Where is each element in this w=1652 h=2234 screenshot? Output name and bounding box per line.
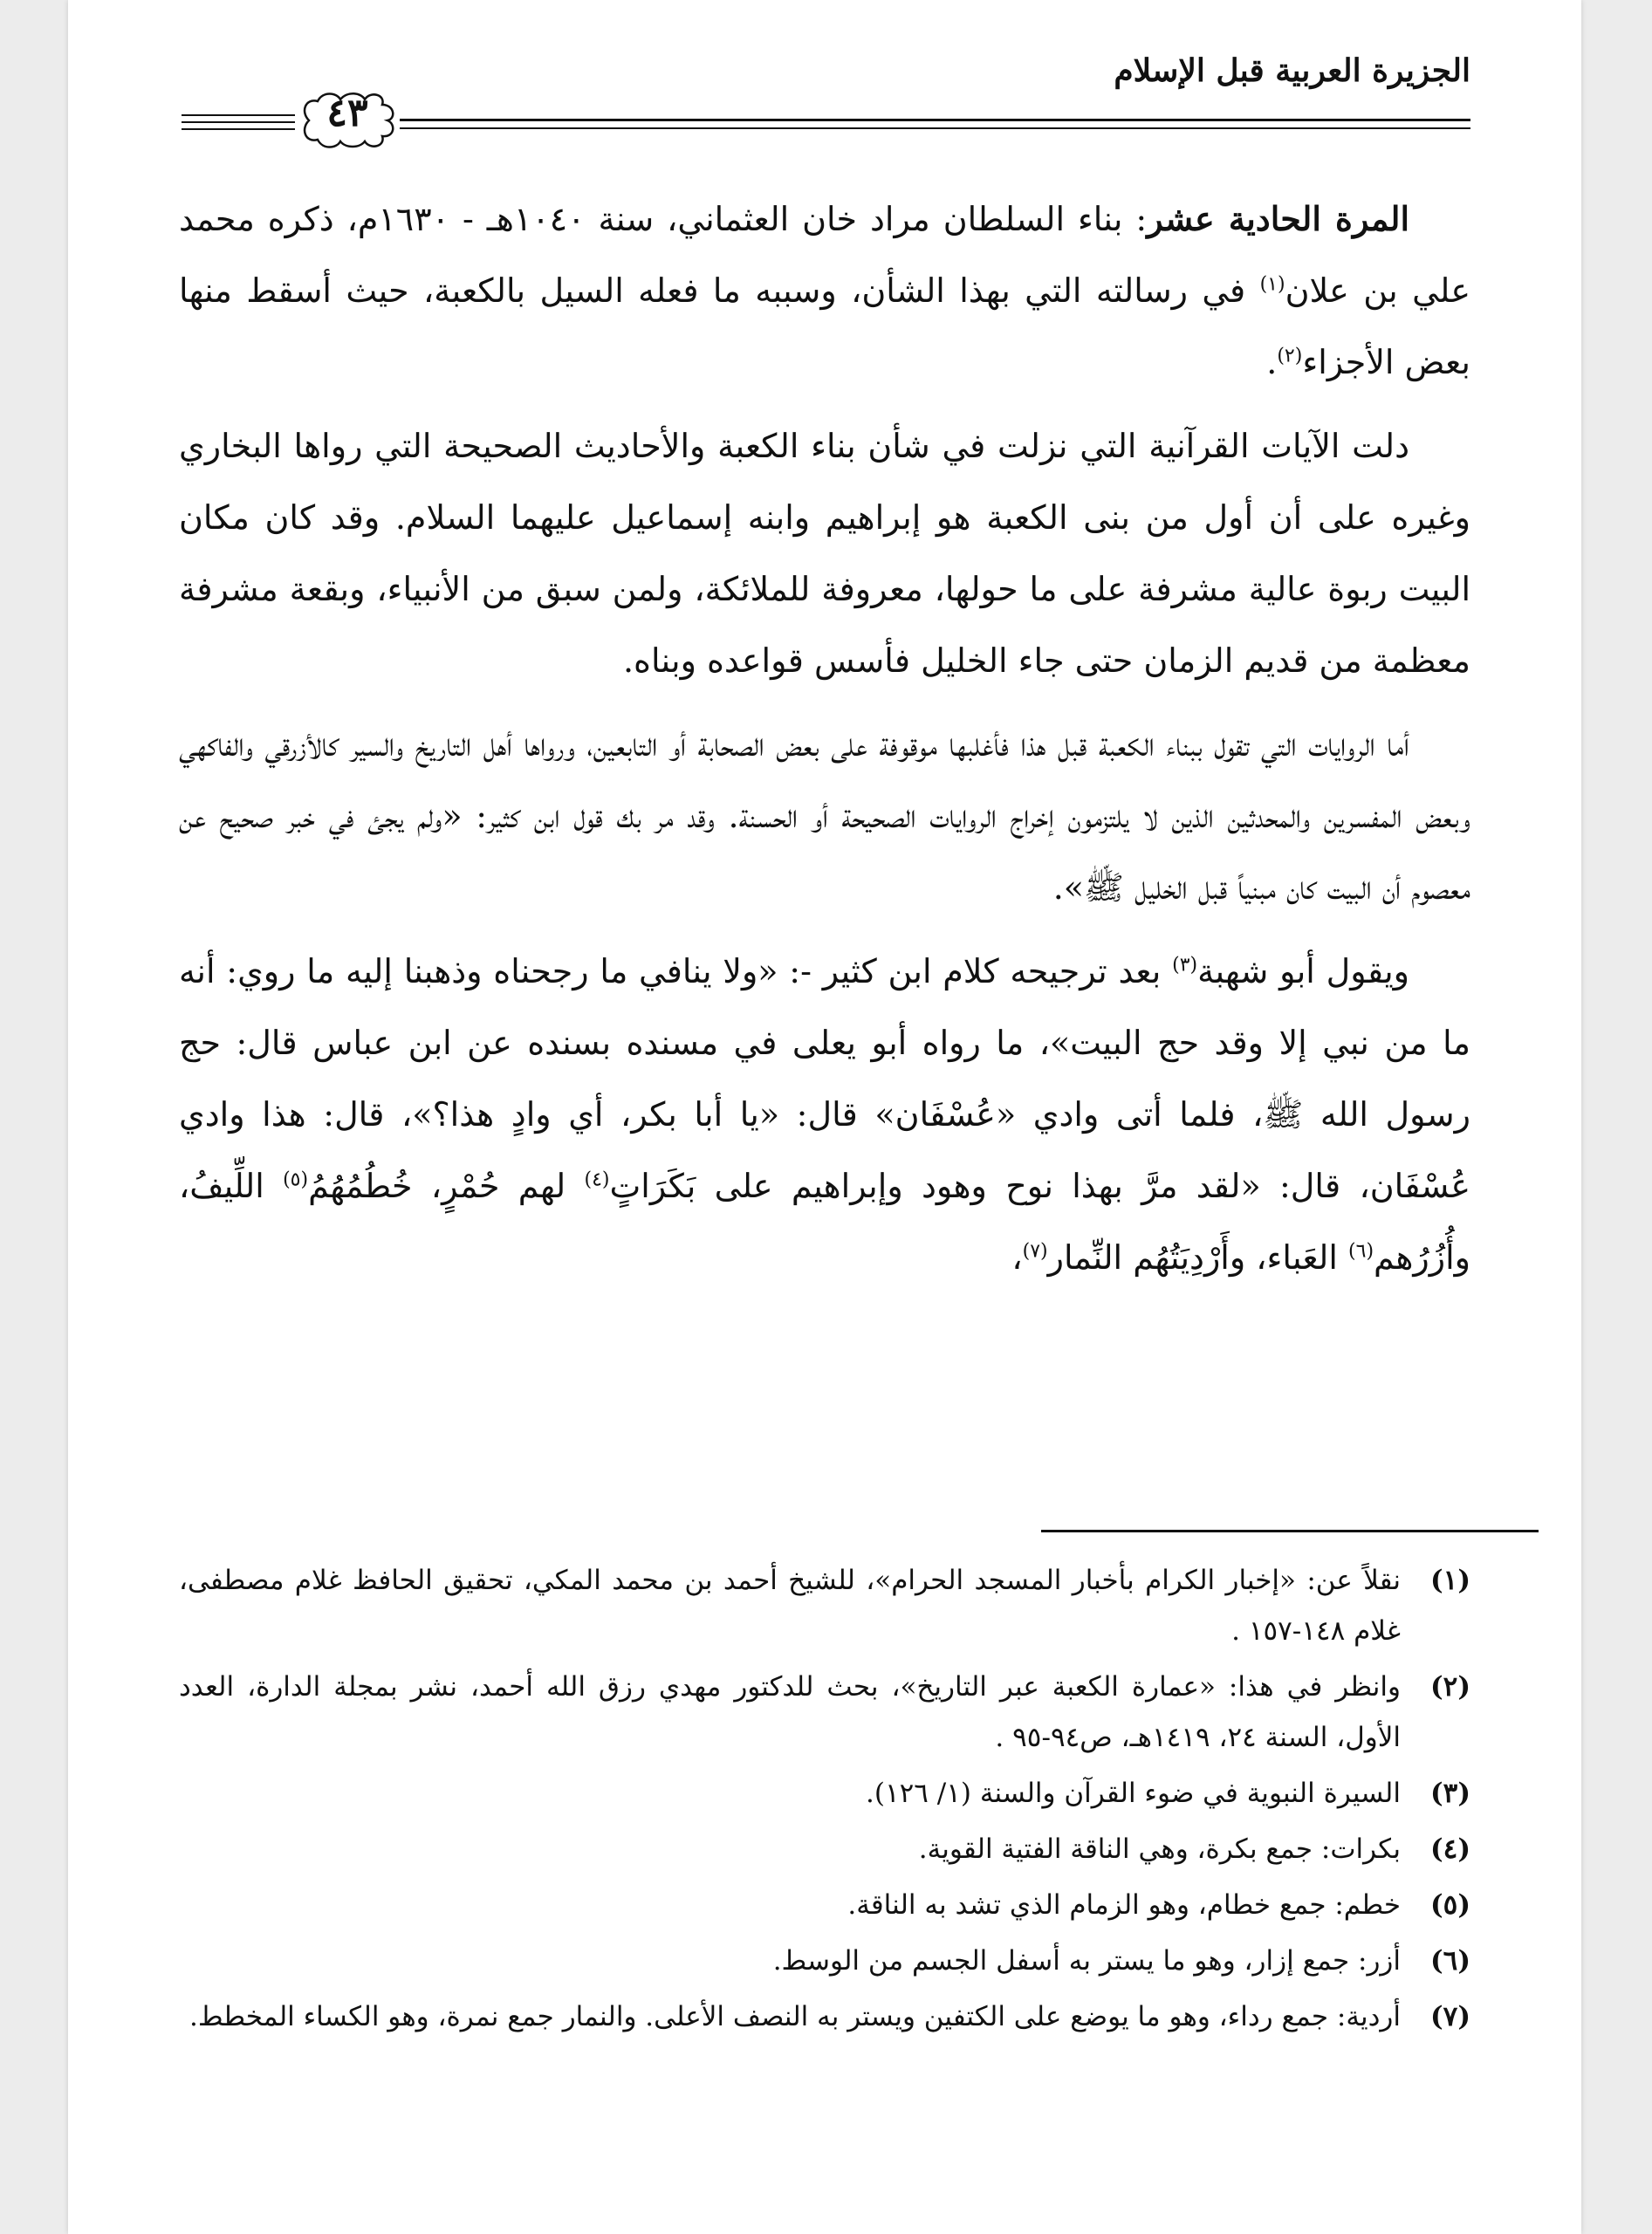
page-number: ٤٣ xyxy=(326,91,368,135)
footnote-text: أزر: جمع إزار، وهو ما يستر به أسفل الجسم من الوسط. xyxy=(772,1945,1401,1977)
main-text xyxy=(179,183,1470,1305)
footnote-text: نقلاً عن: «إخبار الكرام بأخبار المسجد الحرام»، للشيخ أحمد بن محمد المكي، تحقيق الحافظ غلام مصطفى، غلام ١٤٨-١٥٧ . xyxy=(179,1565,1401,1647)
paragraph-text: أما الروايات التي تقول ببناء الكعبة قبل هذا فأغلبها موقوفة على بعض الصحابة أو التابعين، ورواها أهل التاريخ والسير كالأزرقي والفاكهي وبعض المفسرين والمحدثين الذين لا يلتزمون إخراج الروايات الصحيحة أو الحسنة. وقد مر بك قول ابن كثير: «ولم يجئ في خبر صحيح عن معصوم أن البيت كان مبنياً قبل الخليل ﷺ». xyxy=(179,725,1471,907)
footnote xyxy=(179,1555,1470,1656)
footnote-ref[interactable]: (٥) xyxy=(283,1168,309,1191)
header-rule xyxy=(182,128,295,130)
footnote xyxy=(179,1662,1470,1763)
footnote-number: (٦) xyxy=(1430,1945,1470,1977)
paragraph-text: العَباء، وأَرْدِيَتُهُم النِّمار xyxy=(1047,1238,1349,1277)
footnote-text: خطم: جمع خطام، وهو الزمام الذي تشد به الناقة. xyxy=(847,1889,1401,1921)
footnote-ref[interactable]: (٧) xyxy=(1022,1240,1048,1263)
footnote-ref[interactable]: (٣) xyxy=(1172,954,1198,977)
paragraph-text: ، xyxy=(1011,1238,1023,1277)
paragraph-text: اللِّيفُ، وأُزُرُهم xyxy=(179,1167,1470,1277)
footnote xyxy=(179,1824,1470,1874)
paragraph xyxy=(179,935,1470,1293)
footnote-ref[interactable]: (٦) xyxy=(1348,1240,1374,1263)
running-header-title: الجزيرة العربية قبل الإسلام xyxy=(1114,52,1470,89)
header-rule xyxy=(400,119,1470,121)
footnote xyxy=(179,1768,1470,1819)
paragraph xyxy=(179,183,1470,398)
paragraph xyxy=(179,709,1470,923)
footnote-separator xyxy=(1041,1530,1539,1532)
footnote-number: (٧) xyxy=(1430,2001,1470,2032)
footnote xyxy=(179,1936,1470,1986)
book-page xyxy=(68,0,1581,2234)
paragraph-text: . xyxy=(1266,343,1278,381)
footnote-number: (٤) xyxy=(1430,1833,1470,1865)
footnote xyxy=(179,1991,1470,2042)
paragraph-text: بعد ترجيحه كلام ابن كثير -: «ولا ينافي ما رجحناه وذهبنا إليه ما روي: أنه ما من نبي إلا وقد حج البيت»، ما رواه أبو يعلى في مسنده بسنده عن ابن عباس قال: حج رسول الله ﷺ، فلما أتى وادي «عُسْفَان» قال: «يا أبا بكر، أي وادٍ هذا؟»، قال: هذا وادي عُسْفَان، قال: «لقد مرَّ بهذا نوح وهود وإبراهيم على بَكَرَاتٍ xyxy=(179,952,1471,1205)
footnotes xyxy=(179,1555,1470,2047)
footnote-text: السيرة النبوية في ضوء القرآن والسنة (١/ ١٢٦). xyxy=(866,1778,1401,1809)
paragraph-text: : بناء السلطان مراد خان العثماني، سنة ١٠٤٠هـ - ١٦٣٠م، ذكره محمد علي بن علان xyxy=(179,200,1471,310)
paragraph-text: دلت الآيات القرآنية التي نزلت في شأن بناء الكعبة والأحاديث الصحيحة التي رواها البخاري وغيره على أن أول من بنى الكعبة هو إبراهيم وابنه إسماعيل عليهما السلام. وقد كان مكان البيت ربوة عالية مشرفة على ما حولها، معروفة للملائكة، ولمن سبق من الأنبياء، وبقعة مشرفة معظمة من قديم الزمان حتى جاء الخليل فأسس قواعده وبناه. xyxy=(179,427,1470,680)
footnote-ref[interactable]: (١) xyxy=(1259,273,1285,296)
footnote-number: (١) xyxy=(1430,1565,1470,1596)
footnote-text: وانظر في هذا: «عمارة الكعبة عبر التاريخ»، بحث للدكتور مهدي رزق الله أحمد، نشر بمجلة الدارة، العدد الأول، السنة ٢٤، ١٤١٩هـ، ص٩٤-٩٥ . xyxy=(179,1671,1401,1753)
footnote-number: (٣) xyxy=(1430,1778,1470,1809)
footnote-text: أردية: جمع رداء، وهو ما يوضع على الكتفين ويستر به النصف الأعلى. والنمار جمع نمرة، وهو الكساء المخطط. xyxy=(189,2001,1401,2032)
paragraph-text: لهم حُمْرٍ، خُطُمُهُمُ xyxy=(308,1167,585,1205)
footnote-text: بكرات: جمع بكرة، وهي الناقة الفتية القوية. xyxy=(918,1833,1401,1865)
footnote-number: (٥) xyxy=(1430,1889,1470,1921)
header-rule xyxy=(400,127,1470,129)
header-rule xyxy=(182,114,295,116)
paragraph-text: ويقول أبو شهبة xyxy=(1197,952,1409,990)
footnote-ref[interactable]: (٢) xyxy=(1277,345,1303,367)
footnote-ref[interactable]: (٤) xyxy=(584,1168,610,1191)
footnote-number: (٢) xyxy=(1430,1671,1470,1703)
footnote xyxy=(179,1880,1470,1930)
paragraph-lead: المرة الحادية عشر xyxy=(1147,199,1410,238)
header-rule xyxy=(182,121,295,123)
paragraph-text: في رسالته التي بهذا الشأن، وسببه ما فعله السيل بالكعبة، حيث أسقط منها بعض الأجزاء xyxy=(179,271,1470,381)
paragraph xyxy=(179,410,1470,696)
